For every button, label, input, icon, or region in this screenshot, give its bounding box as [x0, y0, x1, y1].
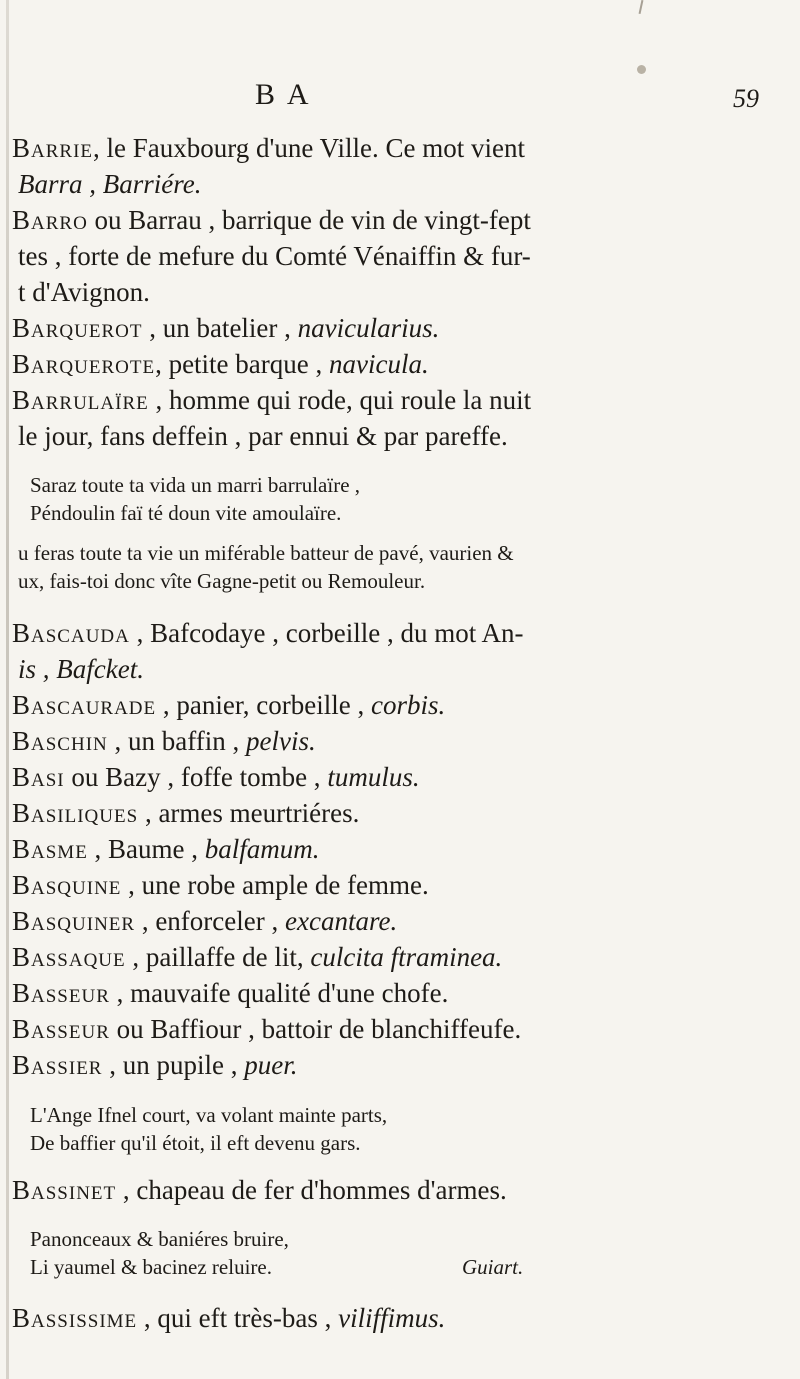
entry-basiliques: [12, 795, 787, 832]
headword: Basseur: [12, 1014, 110, 1044]
quote-line: Li yaumel & bacinez reluire.: [30, 1255, 272, 1279]
definition: ou Bazy , foffe tombe ,: [64, 762, 328, 792]
page-number: 59: [733, 84, 759, 113]
latin-gloss: tumulus.: [327, 762, 420, 792]
entry-barro: [12, 202, 787, 239]
definition: ou Barrau , barrique de vin de vingt-fept: [87, 205, 531, 235]
definition: , un batelier ,: [142, 313, 298, 343]
entry-bassissime: [12, 1300, 787, 1337]
entry-bassaque: [12, 939, 787, 976]
continuation-line: t d'Avignon.: [18, 277, 150, 307]
definition: ou Baffiour , battoir de blanchiffeufe.: [109, 1014, 522, 1044]
continuation-line: is , Bafcket.: [18, 654, 144, 684]
entry-basseur: [12, 975, 787, 1012]
quote-line: Saraz toute ta vida un marri barrulaïre ,: [30, 473, 361, 497]
entry-basi: [12, 759, 787, 796]
entry-basseur-2: [12, 1011, 787, 1048]
definition: , qui eft très-bas ,: [137, 1303, 339, 1333]
headword: Bassinet: [12, 1175, 117, 1205]
continuation-line: le jour, fans deffein , par ennui & par pareffe.: [18, 421, 508, 451]
quote-line: De baffier qu'il étoit, il eft devenu gars.: [30, 1131, 361, 1155]
headword: Barquerot: [12, 313, 143, 343]
running-head: B A: [255, 78, 312, 111]
headword: Barrie: [12, 133, 94, 163]
entry-barrie: [12, 130, 787, 167]
headword: Basiliques: [12, 798, 139, 828]
quote-line: Panonceaux & baniéres bruire,: [30, 1227, 289, 1251]
headword: Bassier: [12, 1050, 103, 1080]
definition: , le Fauxbourg d'une Ville. Ce mot vient: [93, 133, 525, 163]
headword: Bassaque: [12, 942, 126, 972]
latin-gloss: viliffimus.: [338, 1303, 446, 1333]
definition: , enforceler ,: [135, 906, 285, 936]
entry-bascaurade: [12, 687, 787, 724]
headword: Bassissime: [12, 1303, 138, 1333]
entry-basquiner: [12, 903, 787, 940]
quote-line-with-author: [30, 1254, 590, 1281]
quote-line: L'Ange Ifnel court, va volant mainte parts,: [30, 1103, 388, 1127]
latin-gloss: culcita ftraminea.: [310, 942, 503, 972]
definition: , paillaffe de lit,: [125, 942, 311, 972]
latin-gloss: puer.: [244, 1050, 298, 1080]
translation-line: ux, fais-toi donc vîte Gagne-petit ou Remouleur.: [18, 569, 426, 593]
definition: , panier, corbeille ,: [156, 690, 371, 720]
definition: , un baffin ,: [107, 726, 246, 756]
translation-line: u feras toute ta vie un miférable batteur de pavé, vaurien &: [18, 541, 514, 565]
headword: Barro: [12, 205, 88, 235]
entry-barrulaire: [12, 382, 787, 419]
entry-bascauda: [12, 615, 787, 652]
headword: Basi: [12, 762, 65, 792]
latin-gloss: navicularius.: [297, 313, 440, 343]
headword: Basseur: [12, 978, 110, 1008]
definition: , petite barque ,: [155, 349, 329, 379]
headword: Bascaurade: [12, 690, 157, 720]
headword: Bascauda: [12, 618, 130, 648]
latin-gloss: navicula.: [329, 349, 429, 379]
entry-bassinet: [12, 1172, 787, 1209]
quote-author: Guiart.: [462, 1255, 524, 1279]
page-header: [0, 78, 800, 118]
continuation-line: Barra , Barriére.: [18, 169, 202, 199]
definition: , un pupile ,: [102, 1050, 245, 1080]
ink-mark: [639, 0, 644, 14]
headword: Basquine: [12, 870, 122, 900]
headword: Barrulaïre: [12, 385, 149, 415]
quote-line: Péndoulin faï té doun vite amoulaïre.: [30, 501, 342, 525]
definition: , armes meurtriéres.: [138, 798, 360, 828]
entry-barquerot: [12, 310, 787, 347]
page-gutter: [6, 0, 9, 1379]
entry-basquine: [12, 867, 787, 904]
definition: , chapeau de fer d'hommes d'armes.: [116, 1175, 507, 1205]
latin-gloss: corbis.: [370, 690, 446, 720]
definition: , une robe ample de femme.: [121, 870, 429, 900]
entry-baschin: [12, 723, 787, 760]
entry-basme: [12, 831, 787, 868]
entry-barquerote: [12, 346, 787, 383]
definition: , Baume ,: [87, 834, 205, 864]
definition: , mauvaife qualité d'une chofe.: [109, 978, 449, 1008]
headword: Barquerote: [12, 349, 156, 379]
continuation-line: tes , forte de mefure du Comté Vénaiffin & fur-: [18, 241, 531, 271]
latin-gloss: excantare.: [285, 906, 398, 936]
entry-bassier: [12, 1047, 787, 1084]
headword: Basme: [12, 834, 88, 864]
definition: , homme qui rode, qui roule la nuit: [148, 385, 532, 415]
latin-gloss: balfamum.: [204, 834, 320, 864]
definition: , Bafcodaye , corbeille , du mot An-: [129, 618, 524, 648]
latin-gloss: pelvis.: [245, 726, 316, 756]
headword: Baschin: [12, 726, 108, 756]
ink-spot: [637, 65, 646, 74]
headword: Basquiner: [12, 906, 136, 936]
